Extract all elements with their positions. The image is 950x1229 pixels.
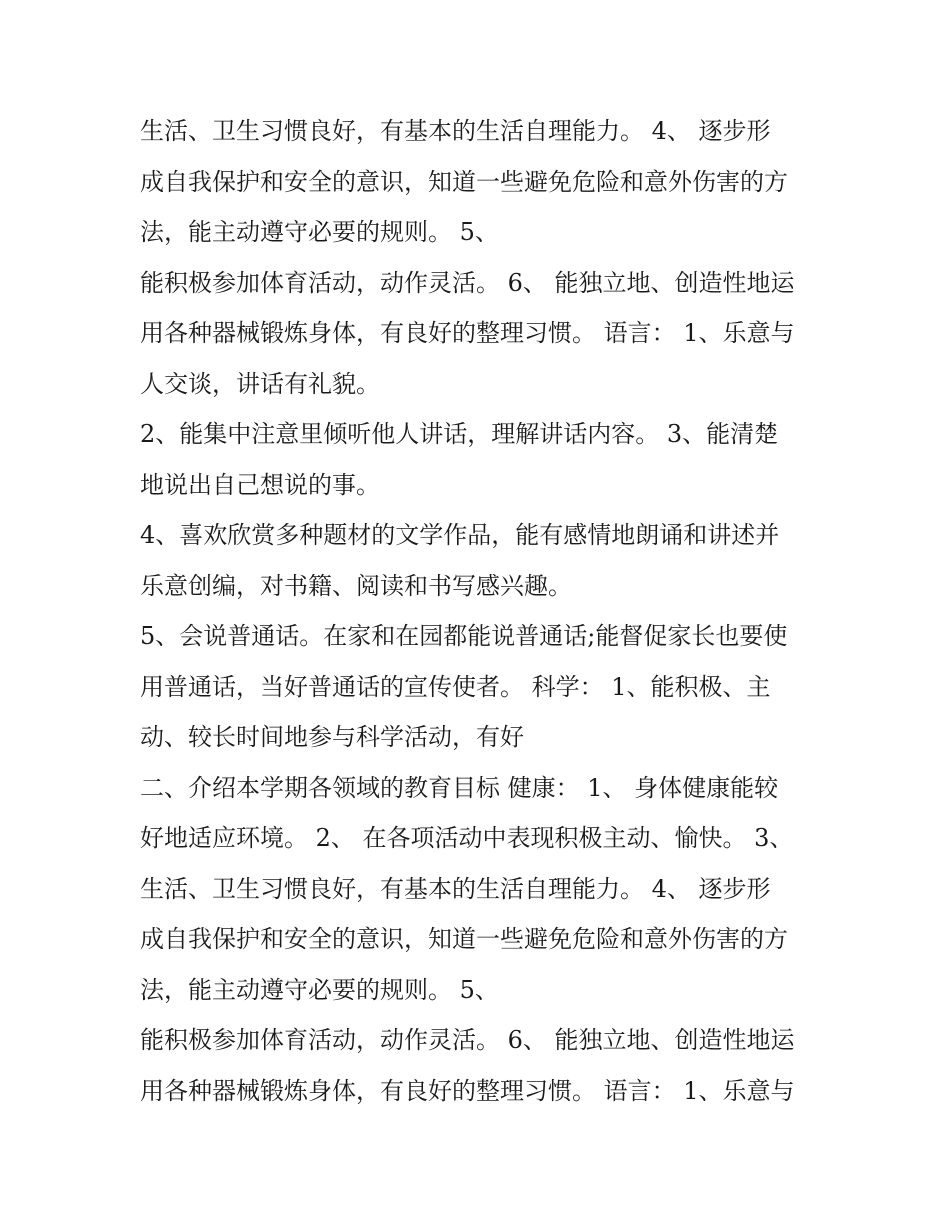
text-line: 动、较长时间地参与科学活动，有好 <box>140 723 524 751</box>
text-line: 二、介绍本学期各领域的教育目标 健康： 1、 身体健康能较 <box>140 773 779 802</box>
text-line: 法，能主动遵守必要的规则。 5、 <box>140 975 499 1004</box>
text-line: 乐意创编，对书籍、阅读和书写感兴趣。 <box>140 571 572 600</box>
text-line: 5、会说普通话。在家和在园都能说普通话;能督促家长也要使 <box>140 622 788 650</box>
text-line: 用各种器械锻炼身体，有良好的整理习惯。 语言： 1、乐意与 <box>140 1076 795 1105</box>
text-line: 能积极参加体育活动，动作灵活。 6、 能独立地、创造性地运 <box>140 1026 795 1054</box>
text-line: 地说出自己想说的事。 <box>140 470 380 499</box>
text-line: 成自我保护和安全的意识，知道一些避免危险和意外伤害的方 <box>140 925 788 953</box>
text-line: 4、喜欢欣赏多种题材的文学作品，能有感情地朗诵和讲述并 <box>140 521 780 549</box>
text-line: 好地适应环境。 2、 在各项活动中表现积极主动、愉快。 3、 <box>140 824 794 852</box>
text-line: 人交谈，讲话有礼貌。 <box>140 369 380 398</box>
text-line: 能积极参加体育活动，动作灵活。 6、 能独立地、创造性地运 <box>140 268 795 297</box>
text-line: 用各种器械锻炼身体，有良好的整理习惯。 语言： 1、乐意与 <box>140 319 795 347</box>
text-line: 生活、卫生习惯良好，有基本的生活自理能力。 4、 逐步形 <box>140 117 771 145</box>
text-line: 2、能集中注意里倾听他人讲话，理解讲话内容。 3、能清楚 <box>140 420 779 448</box>
text-line: 生活、卫生习惯良好，有基本的生活自理能力。 4、 逐步形 <box>140 874 771 903</box>
text-line: 成自我保护和安全的意识，知道一些避免危险和意外伤害的方 <box>140 167 788 196</box>
text-line: 法，能主动遵守必要的规则。 5、 <box>140 218 499 246</box>
text-line: 用普通话，当好普通话的宣传使者。 科学： 1、能积极、主 <box>140 672 771 701</box>
body-text <box>140 106 830 1116</box>
